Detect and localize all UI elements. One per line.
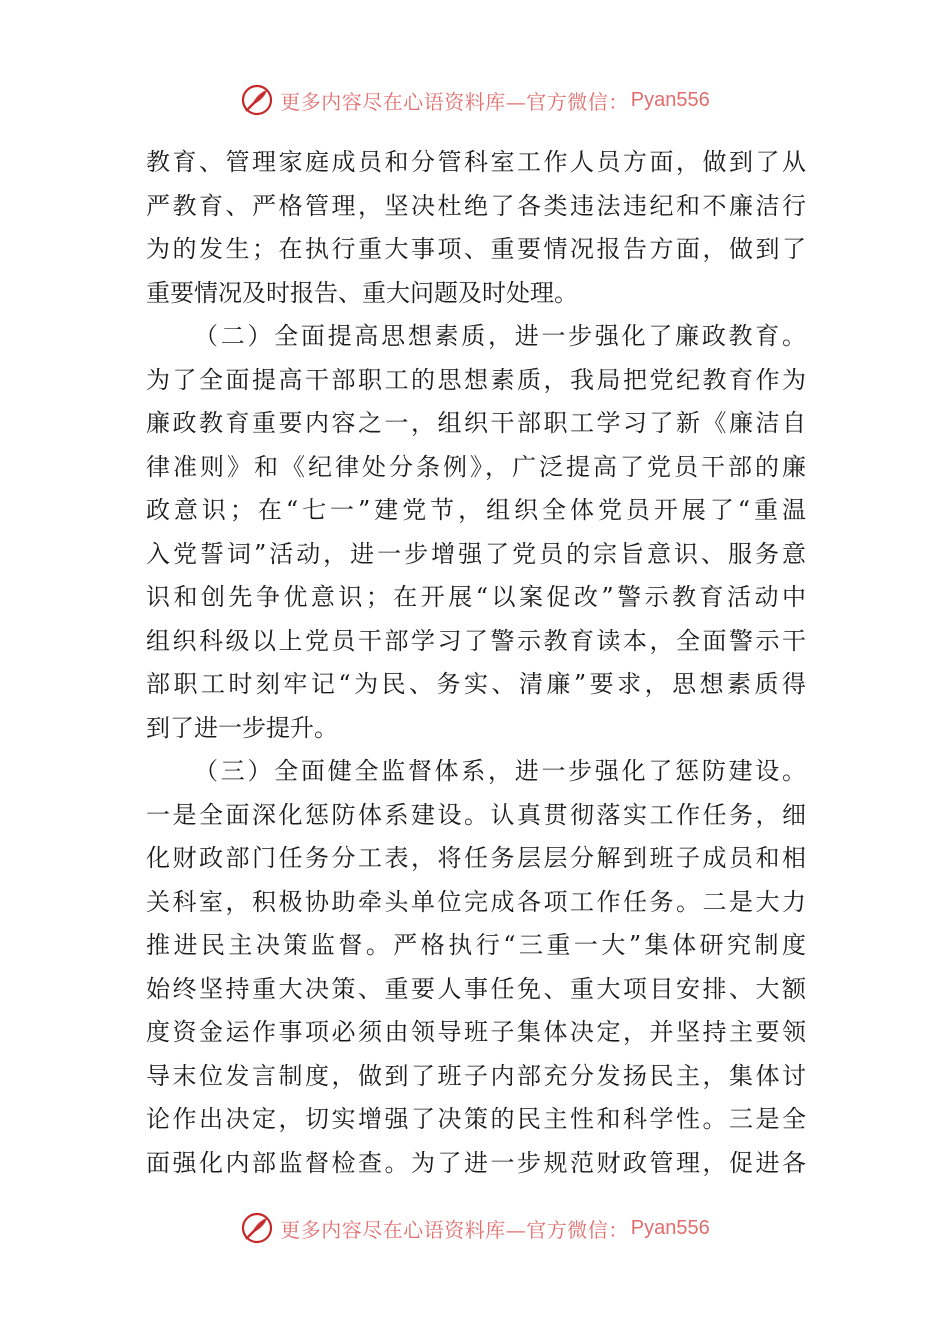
document-body	[146, 141, 806, 1185]
text-line: 识和创先争优意识；在开展“以案促改”警示教育活动中	[146, 583, 806, 611]
text-line: （三）全面健全监督体系，进一步强化了惩防建设。	[194, 757, 806, 785]
quill-logo-icon	[240, 83, 274, 117]
quill-logo-icon	[240, 1211, 274, 1245]
text-line: 一是全面深化惩防体系建设。认真贯彻落实工作任务，细	[146, 800, 806, 829]
text-line: 化财政部门任务分工表，将任务层层分解到班子成员和相	[146, 844, 806, 872]
text-line: 为了全面提高干部职工的思想素质，我局把党纪教育作为	[146, 365, 806, 394]
text-line: （二）全面提高思想素质，进一步强化了廉政教育。	[194, 322, 806, 350]
text-line: 关科室，积极协助牵头单位完成各项工作任务。二是大力	[146, 887, 806, 916]
text-line: 重要情况及时报告、重大问题及时处理。	[146, 278, 578, 307]
paragraph	[146, 315, 806, 750]
text-line: 政意识；在“七一”建党节，组织全体党员开展了“重温	[146, 496, 806, 524]
paragraph	[146, 141, 806, 315]
text-line: 组织科级以上党员干部学习了警示教育读本，全面警示干	[146, 626, 806, 655]
text-line: 教育、管理家庭成员和分管科室工作人员方面，做到了从	[146, 148, 806, 176]
text-line: 到了进一步提升。	[146, 713, 338, 742]
text-line: 度资金运作事项必须由领导班子集体决定，并坚持主要领	[146, 1018, 806, 1046]
text-line: 导末位发言制度，做到了班子内部充分发扬民主，集体讨	[146, 1061, 806, 1090]
text-line: 为的发生；在执行重大事项、重要情况报告方面，做到了	[146, 235, 806, 263]
watermark-banner-top	[0, 80, 950, 120]
watermark-wechat-id: Pyan556	[630, 1216, 710, 1239]
text-line: 廉政教育重要内容之一，组织干部职工学习了新《廉洁自	[146, 409, 806, 437]
watermark-wechat-id: Pyan556	[630, 88, 710, 111]
text-line: 推进民主决策监督。严格执行“三重一大”集体研究制度	[146, 931, 806, 959]
text-line: 律准则》和《纪律处分条例》，广泛提高了党员干部的廉	[146, 452, 806, 481]
paragraph	[146, 750, 806, 1185]
watermark-text: 更多内容尽在心语资料库—官方微信：	[280, 1217, 629, 1242]
text-line: 论作出决定，切实增强了决策的民主性和科学性。三是全	[146, 1105, 806, 1133]
text-line: 严教育、严格管理，坚决杜绝了各类违法违纪和不廉洁行	[146, 191, 806, 220]
watermark-text: 更多内容尽在心语资料库—官方微信：	[280, 89, 629, 114]
text-line: 面强化内部监督检查。为了进一步规范财政管理，促进各	[146, 1148, 806, 1177]
watermark-banner-bottom	[0, 1208, 950, 1248]
text-line: 入党誓词”活动，进一步增强了党员的宗旨意识、服务意	[146, 539, 806, 568]
text-line: 部职工时刻牢记“为民、务实、清廉”要求，思想素质得	[146, 670, 806, 698]
text-line: 始终坚持重大决策、重要人事任免、重大项目安排、大额	[146, 974, 806, 1003]
